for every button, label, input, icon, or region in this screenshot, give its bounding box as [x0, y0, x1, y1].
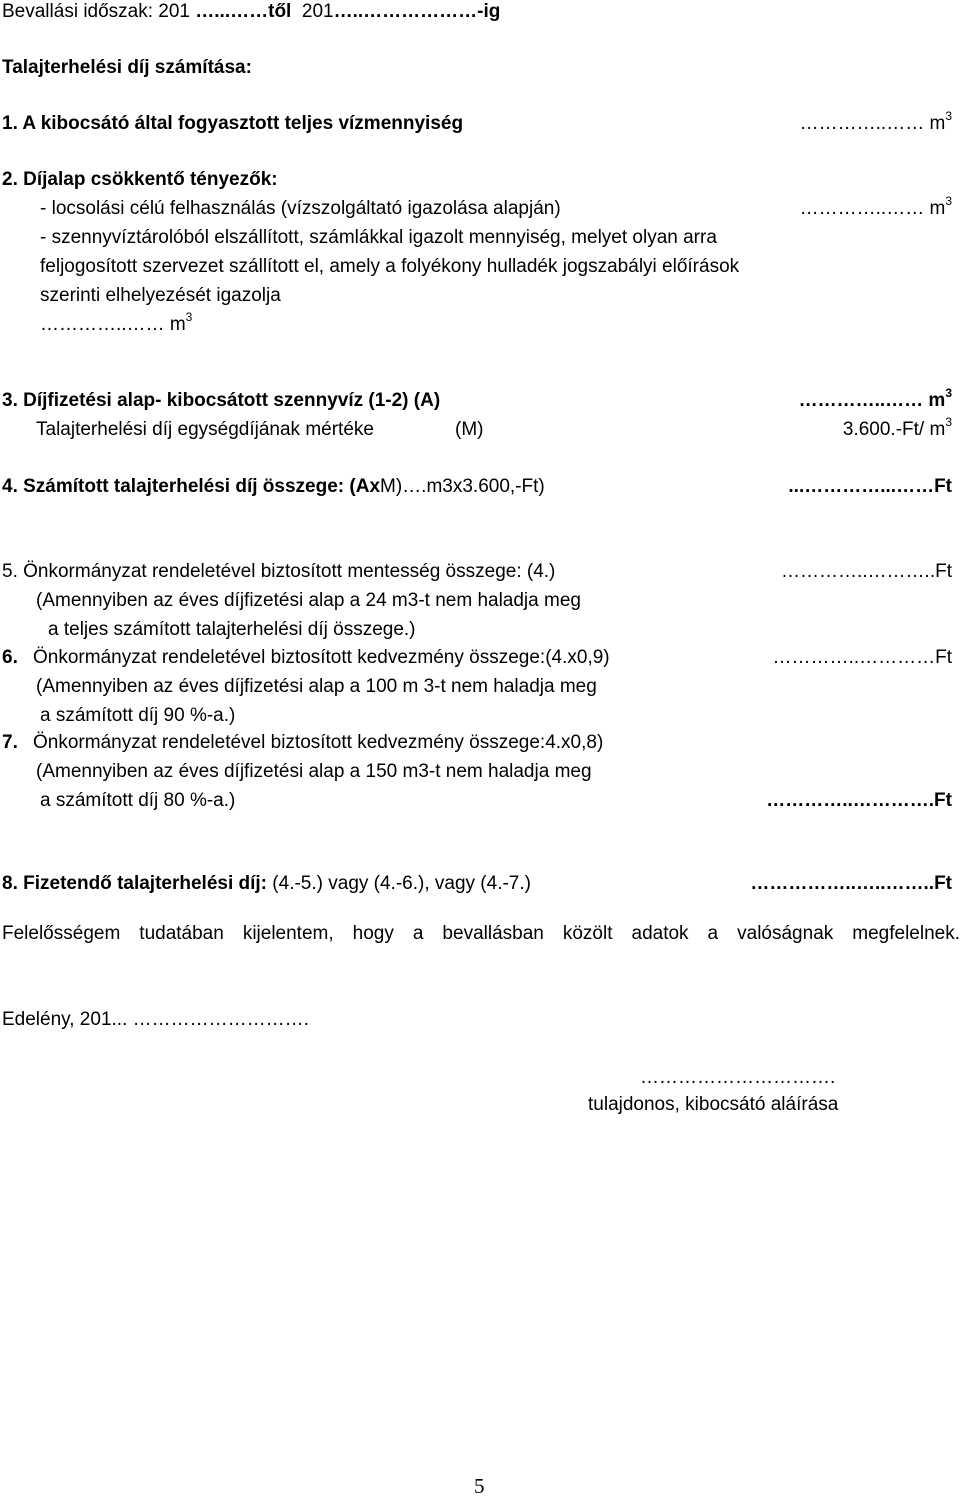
- period-prefix: Bevallási időszak: 201: [2, 1, 196, 22]
- item1-text: 1. A kibocsátó által fogyasztott teljes vízmennyiség: [2, 113, 464, 134]
- item8-line: [2, 872, 531, 896]
- section-title: Talajterhelési díj számítása:: [2, 57, 252, 78]
- item5-text: 5. Önkormányzat rendeletével biztosított mentesség összege: (4.): [2, 561, 556, 582]
- place-date: Edelény, 201... ……………………….: [2, 1009, 309, 1030]
- item2-sub1-text: - locsolási célú felhasználás (vízszolgáltató igazolása alapján): [40, 198, 561, 219]
- item2-sub1-value: [799, 194, 952, 221]
- item2-sub2-line1: - szennyvíztárolóból elszállított, számlákkal igazolt mennyiség, melyet olyan arra: [40, 227, 717, 248]
- item8-value: ……………..…..……..Ft: [750, 873, 952, 894]
- item3-rate-label: Talajterhelési díj egységdíjának mértéke: [36, 419, 374, 440]
- item3-value: [798, 386, 952, 413]
- item2-sub1-sup: 3: [945, 194, 952, 208]
- item7-value: …………..………….Ft: [766, 790, 952, 811]
- item6-text: Önkormányzat rendeletével biztosított kedvezmény összege:(4.x0,9): [33, 647, 610, 668]
- item2-sub2-value: [40, 310, 193, 337]
- item2-sub2-sup: 3: [185, 310, 193, 324]
- item5-note1: (Amennyiben az éves díjfizetési alap a 24 m3-t nem haladja meg: [36, 590, 581, 611]
- item4-prefix: 4. Számított talajterhelési díj összege: (: [2, 476, 356, 497]
- period-mid: 201: [291, 1, 334, 22]
- item6-num: 6.: [2, 647, 18, 668]
- item4-ax: Ax: [355, 476, 381, 497]
- declaration: Felelősségem tudatában kijelentem, hogy a bevallásban közölt adatok a valóságnak megfelelnek.: [2, 923, 960, 944]
- item2-title: 2. Díjalap csökkentő tényezők:: [2, 169, 278, 190]
- period-line: [2, 0, 500, 24]
- item7-note2: a számított díj 80 %-a.): [40, 790, 236, 811]
- item7-note1: (Amennyiben az éves díjfizetési alap a 150 m3-t nem haladja meg: [36, 761, 592, 782]
- item2-sub2-line2: feljogosított szervezet szállított el, amely a folyékony hulladék jogszabályi előírások: [40, 256, 740, 277]
- item1-sup: 3: [945, 109, 952, 123]
- item3-dots: …………..…… m: [798, 390, 946, 411]
- item1-value: [799, 109, 952, 136]
- item1-dots: …………..…… m: [799, 113, 946, 134]
- item6-note2: a számított díj 90 %-a.): [40, 705, 236, 726]
- item8-label: 8. Fizetendő talajterhelési díj:: [2, 873, 268, 894]
- period-ig: -ig: [477, 1, 501, 22]
- period-dots-1: …...……: [195, 1, 269, 22]
- item3-sup: 3: [945, 386, 952, 400]
- item3-text: 3. Díjfizetési alap- kibocsátott szennyvíz (1-2) (A): [2, 390, 441, 411]
- page-number: 5: [474, 1474, 485, 1498]
- item2-sub2-line3: szerinti elhelyezését igazolja: [40, 285, 281, 306]
- item6-note1: (Amennyiben az éves díjfizetési alap a 100 m 3-t nem haladja meg: [36, 676, 597, 697]
- item6-value: …………..…………Ft: [772, 647, 952, 668]
- item5-value: …………..………..Ft: [781, 561, 952, 582]
- item4-rest: M)….m3x3.600,-Ft): [380, 476, 545, 497]
- item8-formula: (4.-5.) vagy (4.-6.), vagy (4.-7.): [267, 873, 531, 894]
- item3-rate-value: [842, 415, 952, 442]
- item4-line: [2, 475, 545, 499]
- item7-text: Önkormányzat rendeletével biztosított kedvezmény összege:4.x0,8): [33, 732, 604, 753]
- item3-rate-text: 3.600.-Ft/ m: [842, 419, 946, 440]
- item2-sub1-dots: …………..…… m: [799, 198, 946, 219]
- item3-rate-code: (M): [455, 419, 484, 440]
- period-tol: től: [268, 1, 292, 22]
- item5-note2: a teljes számított talajterhelési díj összege.): [48, 619, 416, 640]
- item4-value: ...…………...……Ft: [788, 476, 952, 497]
- signature-label: tulajdonos, kibocsátó aláírása: [588, 1094, 839, 1115]
- item7-num: 7.: [2, 732, 18, 753]
- signature-dots: ………………………….: [640, 1067, 836, 1088]
- period-dots-2: …..………………: [333, 1, 478, 22]
- item2-sub2-dots: …………..…… m: [40, 314, 186, 335]
- item3-rate-sup: 3: [945, 415, 952, 429]
